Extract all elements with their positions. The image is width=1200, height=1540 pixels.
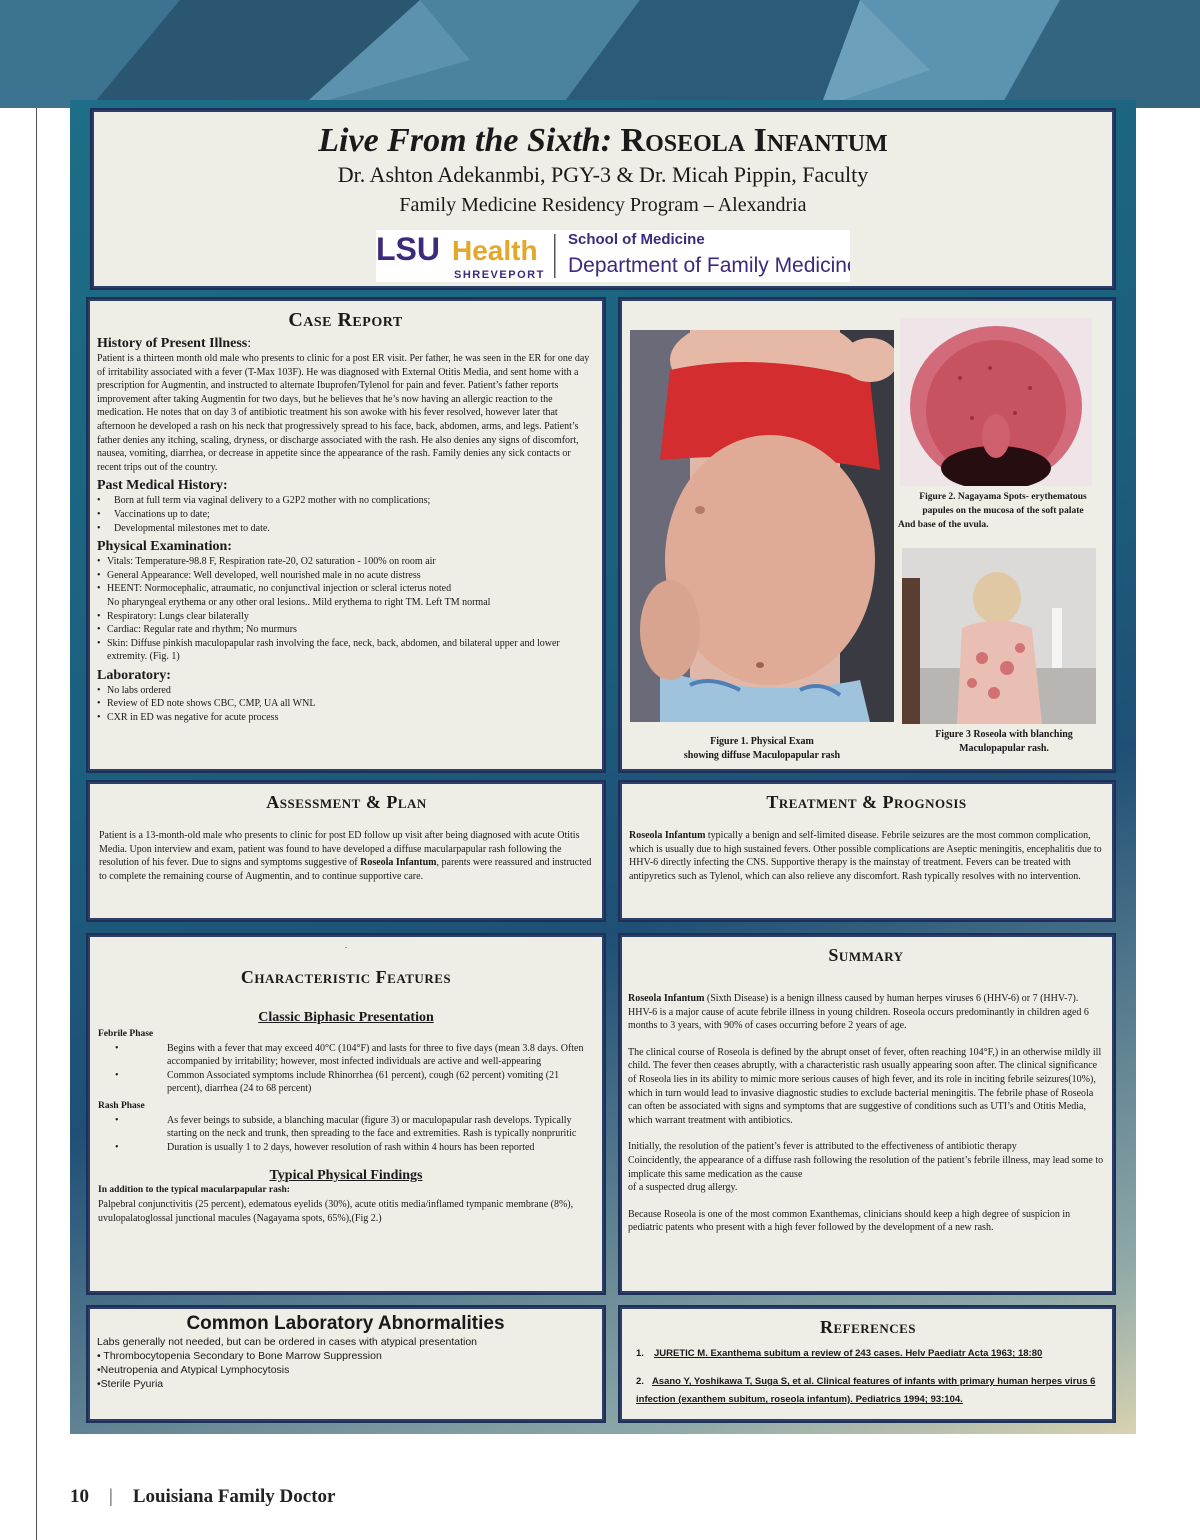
logo-health: Health [452,235,538,266]
pmh-item: • Developmental milestones met to date. [97,522,594,536]
pe-list-2 [97,610,594,664]
banner-pattern [0,0,1200,108]
pe-item: • Skin: Diffuse pinkish maculopapular rash involving the face, neck, back, abdomen, and bilateral upper and lower extremity. (Fig. 1) [97,637,594,664]
figure-2-photo [900,318,1092,486]
references-title: References [819,1317,917,1337]
lab-item: • Review of ED note shows CBC, CMP, UA all WNL [97,697,594,711]
pe-continuation: No pharyngeal erythema or any other oral lesions.. Mild erythema to right TM. Left TM normal [107,596,491,608]
treatment-panel [618,780,1116,922]
figure-2-caption-line: Figure 2. Nagayama Spots- erythematous [919,492,1087,502]
summary-p3-line: Coincidently, the appearance of a diffuse rash following the resolution of the patient’s febrile illness, may lead some to implicate this same medication as the cause [628,1154,1104,1180]
figure-2-caption-line: papules on the mucosa of the soft palate [922,506,1084,516]
assessment-text [99,829,594,883]
lab-heading: Laboratory: [97,667,171,683]
page-footer [70,1486,335,1508]
febrile-item: • Common Associated symptoms include Rhinorrhea (61 percent), cough (62 percent) vomiting (21 percent), diarrhea (24 to 68 percent) [115,1069,594,1096]
findings-sub: In addition to the typical macularpapular rash: [98,1185,290,1196]
hpi-heading [97,336,594,352]
summary-p3-line: Initially, the resolution of the patient’s fever is attributed to the effectiveness of antibiotic therapy [628,1141,1017,1153]
footer-separator: | [109,1486,113,1507]
figure-1-caption-line: Figure 1. Physical Exam [710,736,814,747]
logo-dept: Department of Family Medicine [568,254,850,277]
findings-text: Palpebral conjunctivitis (25 percent), edematous eyelids (30%), acute otitis media/inflamed tympanic membrane (8%), uvulopalatoglossal junctional macules (Nagayama spots, 65%),(Fig 2.) [98,1198,574,1224]
lab-item: • No labs ordered [97,684,594,698]
figure-3-caption-line: Figure 3 Roseola with blanching [935,729,1073,740]
reference-number: 1. [636,1348,644,1359]
pmh-item: • Vaccinations up to date; [97,508,594,522]
stray-dot: . [345,941,347,950]
figure-3-art [902,548,1096,724]
rash-label: Rash Phase [98,1100,145,1111]
logo-lsu: LSU [376,231,440,267]
lab-item: • CXR in ED was negative for acute process [97,711,594,725]
characteristic-panel [86,933,606,1295]
febrile-list [115,1042,594,1096]
figure-2-caption [898,490,1108,532]
assessment-text-part: Patient is a 13-month-old male who presents to clinic for post ED follow up visit after being diagnosed with acute Otitis Media. Upon interview and exam, patient was found to have developed a diffuse macularpapular rash following the resolution of his fever. Due to signs and symptoms suggestive of [99,830,580,869]
references-panel [618,1305,1116,1423]
figure-3-caption-line: Maculopapular rash. [959,743,1049,754]
poster [70,100,1136,1434]
characteristic-title: Characteristic Features [240,967,452,987]
reference-item [636,1371,1100,1407]
rash-list [115,1114,594,1155]
figure-1-photo [630,330,894,722]
pe-item: • HEENT: Normocephalic, atraumatic, no conjunctival injection or scleral icterus noted [97,582,594,596]
case-report-panel [86,297,606,773]
figure-3-caption [906,728,1102,756]
rash-item: • Duration is usually 1 to 2 days, however resolution of rash within 4 hours has been reported [115,1141,594,1155]
program: Family Medicine Residency Program – Alexandria [399,194,807,216]
treatment-text-bold: Roseola Infantum [629,830,706,841]
title-disease: Roseola Infantum [620,122,888,159]
logo-school: School of Medicine [568,231,705,248]
assessment-text-bold: Roseola Infantum [360,857,437,869]
title-panel [90,108,1116,290]
figure-1-art [630,330,894,722]
febrile-label: Febrile Phase [98,1029,154,1039]
treatment-text [629,829,1104,883]
pe-item: • General Appearance: Well developed, well nourished male in no acute distress [97,569,594,583]
lab-abnormalities-line: • Thrombocytopenia Secondary to Bone Marrow Suppression [97,1350,382,1362]
assessment-panel [86,780,606,922]
pe-heading: Physical Examination: [97,539,232,555]
hpi-colon: : [247,336,252,351]
authors: Dr. Ashton Adekanmbi, PGY-3 & Dr. Micah Pippin, Faculty [337,162,869,187]
page-margin-line [36,108,37,1540]
reference-item [636,1348,1100,1359]
summary-p2: The clinical course of Roseola is defined by the abrupt onset of fever, often reaching 104°F,) in an otherwise mildly ill child. The fever then ceases abruptly, with a characteristic rash usually appearing soon after. The clinical significance of Roseola lies in its ability to mimic more serious causes of high fever, and its role in inciting febrile seizures(10%), which in turn would lead to invasive diagnostic studies to exclude bacterial meningitis. The febrile phase of Roseola can often be associated with signs and symptoms that are suggestive of conditions such as UTI’s and Otitis Media, which warrant treatment with antibiotics. [628,1046,1102,1126]
lab-abnormalities-list [97,1335,594,1391]
hpi-heading-text: History of Present Illness [97,336,248,351]
summary-p1-text: (Sixth Disease) is a benign illness caused by human herpes viruses 6 (HHV-6) or 7 (HHV-7). HHV-6 is a major cause of acute febrile illness in young children. Roseola occurs predominantly in children aged 6 months to 3 years, with 90% of cases occurring before 2 years of age. [628,993,1089,1032]
figure-1-caption [630,735,894,763]
poster-title [92,122,1114,160]
reference-link[interactable]: JURETIC M. Exanthema subitum a review of 243 cases. Helv Paediatr Acta 1963; 18:80 [654,1348,1043,1359]
summary-p1-bold: Roseola Infantum [628,993,705,1004]
logo-graphic [376,230,850,282]
case-report-title: Case Report [288,309,403,331]
pmh-list [97,494,594,535]
lab-list [97,684,594,725]
assessment-text-part: , parents were reassured and instructed to complete the remaining course of Augmentin, and to continue supportive care. [99,857,592,882]
summary-panel [618,933,1116,1295]
rash-item: • As fever beings to subside, a blanching macular (figure 3) or maculopapular rash develops. Typically starting on the neck and trunk, then spreading to the face and extremities. Rash is typically nonpruritic [115,1114,594,1141]
pmh-item: • Born at full term via vaginal delivery to a G2P2 mother with no complications; [97,494,594,508]
summary-title: Summary [828,945,904,965]
summary-p4: Because Roseola is one of the most common Exanthemas, clinicians should keep a high degree of suspicion in pediatric patents who present with a high fever followed by the development of a new rash. [628,1208,1071,1234]
title-italic: Live From the Sixth: [318,122,613,159]
reference-number: 2. [636,1376,644,1387]
findings-heading: Typical Physical Findings [269,1168,423,1184]
treatment-title: Treatment & Prognosis [766,792,967,812]
pe-item: • Respiratory: Lungs clear bilaterally [97,610,594,624]
pe-item: • Cardiac: Regular rate and rhythm; No murmurs [97,623,594,637]
page-number: 10 [70,1486,89,1507]
lab-abnormalities-line: •Sterile Pyuria [97,1378,164,1390]
summary-p1 [628,992,1104,1033]
summary-p3-line: of a suspected drug allergy. [628,1182,738,1194]
reference-link[interactable]: Asano Y, Yoshikawa T, Suga S, et al. Clinical features of infants with primary human herpes virus 6 infection (exanthem subitum, roseola infantum). Pediatrics 1994; 93:104. [636,1376,1096,1405]
pe-list [97,555,594,596]
febrile-item: • Begins with a fever that may exceed 40°C (104°F) and lasts for three to five days (mean 3.8 days. Often accompanied by irritability; however, most infected individuals are active and well-appearing [115,1042,594,1069]
publication-name: Louisiana Family Doctor [132,1486,336,1507]
figure-2-caption-line: And base of the uvula. [898,520,989,530]
top-banner [0,0,1200,108]
logo-city: SHREVEPORT [454,269,545,281]
treatment-text-part: typically a benign and self-limited disease. Febrile seizures are the most common complication, which is usually due to high sustained fevers. Other possible complications are Aseptic meningitis, encephalitis due to HHV-6 directly infecting the CNS. Supportive therapy is the mainstay of treatment. Fevers can be treated with antipyretics such as Tylenol, which can also relieve any discomfort. Rash typically resolves with no intervention. [629,830,1102,882]
lab-abnormalities-line: •Neutropenia and Atypical Lymphocytosis [97,1364,290,1376]
summary-p3 [628,1140,1104,1194]
hpi-text: Patient is a thirteen month old male who presents to clinic for a post ER visit. Per father, he was seen in the ER for one day of irritability associated with a fever (T-Max 103F). He was diagnosed with External Otitis Media, and sent home with a prescription for Augmentin, and instructed to alternate Ibuprofen/Tylenol for pain and fever. Patient’s father reports improvement after taking Augmentin for two days, but he believes that he’s now having an allergic reaction to the medication. He notes that on day 3 of antibiotic treatment his son awoke with his fever resolved, however later that afternoon he developed a rash on his neck that progressively spread to his face, back, abdomen, arms, and legs. Patient’s father denies any itching, scaling, dryness, or discharge associated with the rash. He also denies any signs of discomfort, nausea, vomiting, diarrhea, or decrease in appetite since the appearance of the rash. Family denies any sick contacts or recent trips out of the country. [97,353,590,473]
lsu-health-logo [376,230,850,282]
lab-abnormalities-title: Common Laboratory Abnormalities [186,1313,505,1334]
classic-heading: Classic Biphasic Presentation [258,1010,434,1025]
lab-abnormalities-panel [86,1305,606,1423]
pmh-heading: Past Medical History: [97,478,228,494]
assessment-title: Assessment & Plan [266,792,427,812]
figures-panel [618,297,1116,773]
figure-1-caption-line: showing diffuse Maculopapular rash [683,750,841,761]
lab-abnormalities-line: Labs generally not needed, but can be ordered in cases with atypical presentation [97,1336,477,1348]
pe-item: • Vitals: Temperature-98.8 F, Respiration rate-20, O2 saturation - 100% on room air [97,555,594,569]
figure-2-art [900,318,1092,486]
figure-3-photo [902,548,1096,724]
